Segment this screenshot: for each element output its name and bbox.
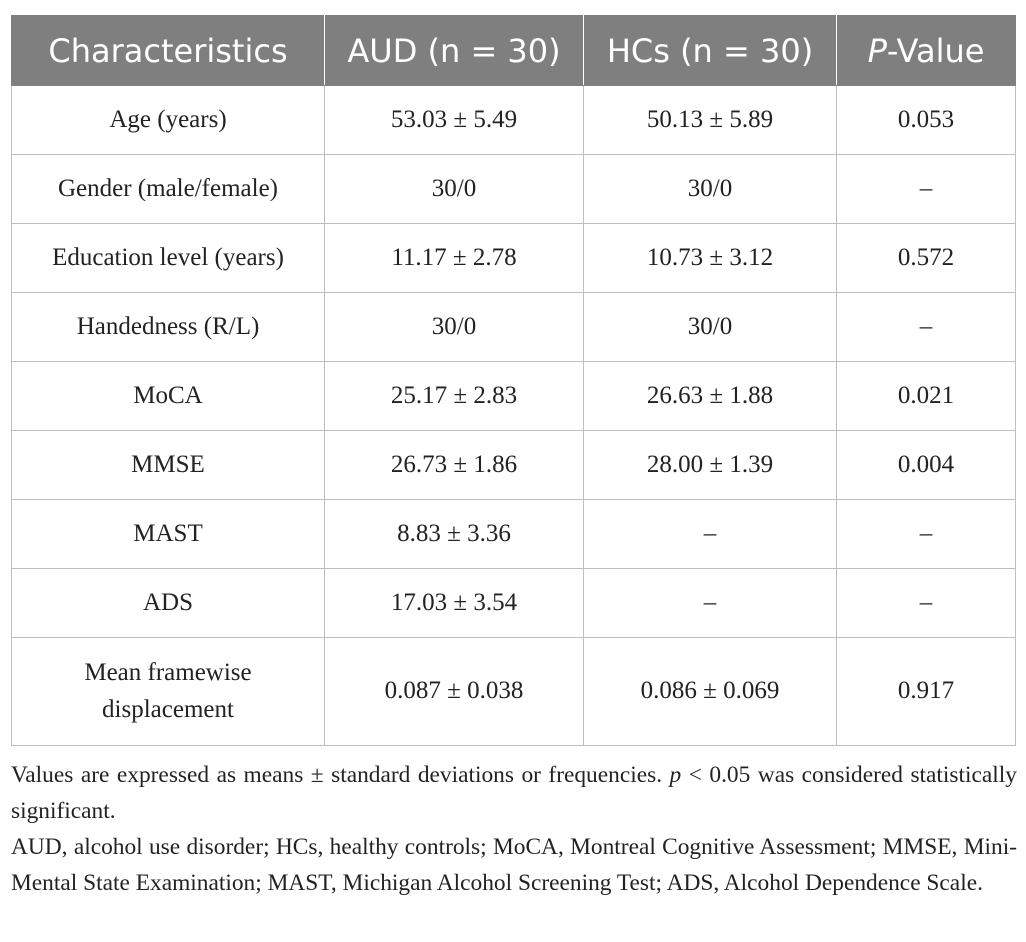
cell-p-value: –: [837, 500, 1016, 569]
cell-aud: 25.17 ± 2.83: [325, 362, 584, 431]
characteristics-table: [11, 15, 1016, 746]
cell-hcs: 30/0: [584, 293, 837, 362]
table-row: [12, 569, 1016, 638]
cell-hcs: 10.73 ± 3.12: [584, 224, 837, 293]
cell-characteristic: MMSE: [12, 431, 325, 500]
cell-aud: 0.087 ± 0.038: [325, 638, 584, 746]
table-row: [12, 155, 1016, 224]
cell-characteristic: Age (years): [12, 86, 325, 155]
header-aud: AUD (n = 30): [325, 16, 584, 86]
characteristics-table-container: [11, 15, 1015, 746]
table-header: [12, 16, 1016, 86]
cell-characteristic: Gender (male/female): [12, 155, 325, 224]
cell-p-value: –: [837, 569, 1016, 638]
cell-characteristic: ADS: [12, 569, 325, 638]
table-footnotes: [11, 757, 1017, 901]
footnote-p-symbol: p: [669, 762, 682, 788]
header-p-letter: P: [867, 31, 887, 70]
footnote-significance-text: < 0.05 was considered statistically significant.: [11, 762, 1017, 824]
cell-characteristic: MAST: [12, 500, 325, 569]
footnote-values: [11, 757, 1017, 829]
cell-aud: 53.03 ± 5.49: [325, 86, 584, 155]
cell-characteristic: Handedness (R/L): [12, 293, 325, 362]
footnote-abbreviations: AUD, alcohol use disorder; HCs, healthy controls; MoCA, Montreal Cognitive Assessment; MMSE, Mini-Mental State Examination; MAST, Michigan Alcohol Screening Test; ADS, Alcohol Dependence Scale.: [11, 834, 1017, 896]
cell-hcs: 50.13 ± 5.89: [584, 86, 837, 155]
table-row: [12, 86, 1016, 155]
cell-p-value: –: [837, 155, 1016, 224]
table-row: [12, 362, 1016, 431]
cell-p-value: 0.021: [837, 362, 1016, 431]
cell-hcs: 30/0: [584, 155, 837, 224]
cell-characteristic: MoCA: [12, 362, 325, 431]
cell-p-value: 0.004: [837, 431, 1016, 500]
cell-characteristic: [12, 638, 325, 746]
cell-hcs: 28.00 ± 1.39: [584, 431, 837, 500]
table-row: [12, 500, 1016, 569]
cell-characteristic: Education level (years): [12, 224, 325, 293]
cell-hcs: 0.086 ± 0.069: [584, 638, 837, 746]
cell-aud: 30/0: [325, 155, 584, 224]
cell-p-value: 0.572: [837, 224, 1016, 293]
cell-aud: 17.03 ± 3.54: [325, 569, 584, 638]
cell-characteristic-line1: Mean framewise: [84, 659, 252, 687]
header-hcs: HCs (n = 30): [584, 16, 837, 86]
table-body: [12, 86, 1016, 746]
table-row: [12, 293, 1016, 362]
cell-hcs: –: [584, 500, 837, 569]
header-row: [12, 16, 1016, 86]
cell-aud: 26.73 ± 1.86: [325, 431, 584, 500]
cell-characteristic-line2: displacement: [102, 695, 234, 723]
cell-p-value: 0.053: [837, 86, 1016, 155]
cell-p-value: 0.917: [837, 638, 1016, 746]
cell-aud: 8.83 ± 3.36: [325, 500, 584, 569]
header-p-suffix: -Value: [886, 31, 985, 70]
header-p-value: [837, 16, 1016, 86]
cell-p-value: –: [837, 293, 1016, 362]
cell-aud: 11.17 ± 2.78: [325, 224, 584, 293]
cell-hcs: –: [584, 569, 837, 638]
table-row: [12, 431, 1016, 500]
cell-aud: 30/0: [325, 293, 584, 362]
table-row: [12, 638, 1016, 746]
table-row: [12, 224, 1016, 293]
header-characteristics: Characteristics: [12, 16, 325, 86]
cell-hcs: 26.63 ± 1.88: [584, 362, 837, 431]
footnote-values-text: Values are expressed as means ± standard deviations or frequencies.: [11, 762, 670, 788]
